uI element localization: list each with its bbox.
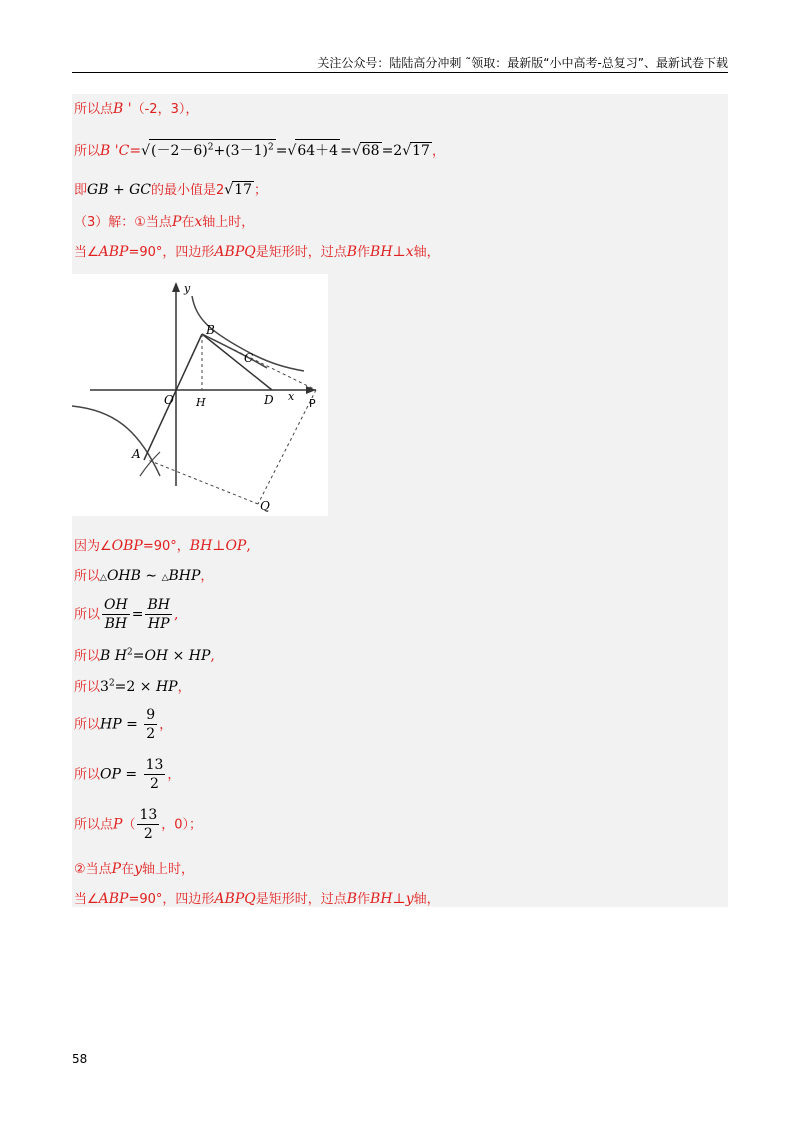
curve-bc [202, 334, 267, 368]
label-o: O [164, 393, 174, 407]
coordinate-diagram [72, 274, 328, 516]
line-rectangle-condition-y: 当∠ABP=90°，四边形ABPQ是矩形时，过点B作BH⊥y轴， [74, 891, 440, 907]
label-d: D [264, 393, 274, 407]
fraction-13-2-point: $\frac{13}{2}$ [139, 807, 158, 842]
line-distance-b-prime-c: 所以B '$C=√(-2-6)^2+(3-1)^2 =√64+4 =√68 =2√17$ ， [74, 139, 445, 160]
y-axis-arrow-icon [172, 282, 180, 292]
line-bp [202, 334, 316, 390]
line-point-b-prime: 所以点B '（-2，3）， [74, 101, 199, 117]
label-c: C [244, 351, 254, 365]
line-case2: ②当点P在y轴上时， [74, 861, 195, 877]
label-h: H [196, 396, 206, 409]
label-q: Q [260, 499, 270, 513]
line-rectangle-condition-x: 当∠ABP=90°，四边形ABPQ是矩形时，过点B作BH⊥x轴， [74, 244, 440, 260]
fraction-bh-hp: $\frac{BH}{HP}$ [147, 597, 170, 632]
line-op-value: 所以OP = $\frac{13}{2}$ ， [74, 757, 181, 792]
fraction-13-2: $\frac{13}{2}$ [145, 757, 164, 792]
line-three-squared: 所以$3^2=2$ × HP， [74, 678, 191, 695]
fraction-9-2: $\frac{9}{2}$ [146, 707, 156, 742]
line-part3-case1: （3）解：①当点P在x轴上时， [74, 214, 255, 230]
hyperbola-lower-curve [72, 406, 160, 476]
label-a: A [132, 447, 141, 461]
label-b: B [206, 323, 215, 337]
line-pq [258, 390, 316, 504]
label-p: P [309, 397, 316, 410]
line-qa [148, 460, 258, 504]
label-y: y [184, 282, 191, 295]
fraction-oh-bh: $\frac{OH}{BH}$ [104, 597, 128, 632]
line-minimum-value: 即GB + GC的最小值是2√17 ； [74, 182, 268, 198]
line-hp-value: 所以HP = $\frac{9}{2}$ ， [74, 707, 173, 742]
line-similar-triangles: 所以△OHB ∼ △BHP， [74, 568, 214, 584]
line-because-obp: 因为∠OBP=90°，BH⊥OP, [74, 538, 251, 554]
line-point-p: 所以点P（ $\frac{13}{2}$ ，0）； [74, 807, 203, 842]
line-ratio: 所以 $\frac{OH}{BH}$ = $\frac{BH}{HP}$ , [74, 597, 179, 632]
label-x: x [288, 390, 295, 403]
radical-main: $(-2-6)^2+(3-1)^2$ [149, 139, 276, 160]
line-bh-squared: 所以B $H^2=OH$ × HP, [74, 647, 215, 664]
header-rule [72, 72, 728, 73]
page-header: 关注公众号：陆陆高分冲刺 ˜领取：最新版“小中高考-总复习”、最新试卷下载 [317, 56, 728, 70]
page-number: 58 [72, 1052, 88, 1066]
geometry-figure [72, 274, 328, 516]
line-bd [202, 334, 272, 390]
